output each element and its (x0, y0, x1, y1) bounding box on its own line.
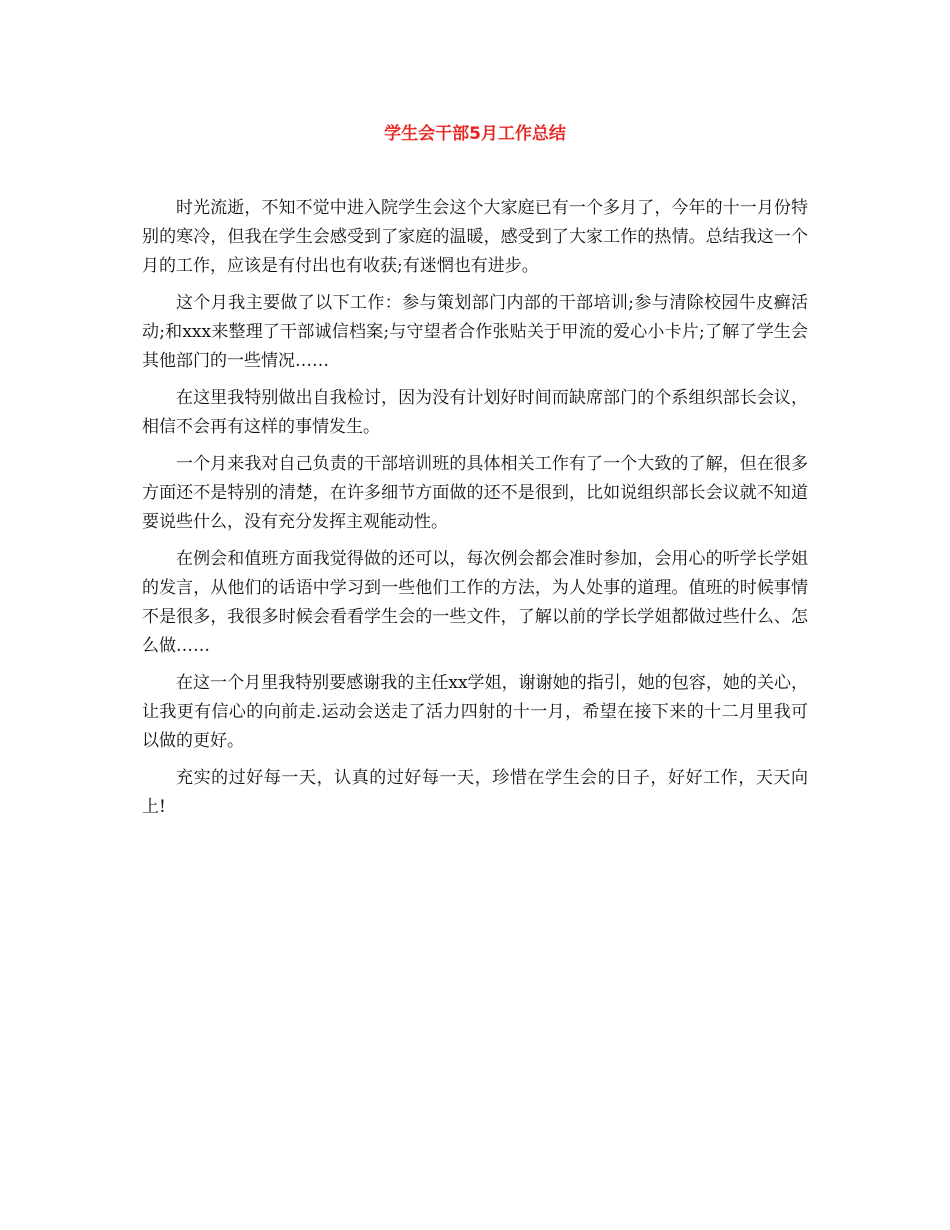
paragraph-3: 在这里我特别做出自我检讨，因为没有计划好时间而缺席部门的个系组织部长会议，相信不会再有这样的事情发生。 (142, 388, 808, 437)
document-title: 学生会干部5月工作总结 (384, 124, 566, 144)
document-body (142, 194, 808, 830)
paragraph-4: 一个月来我对自己负责的干部培训班的具体相关工作有了一个大致的了解，但在很多方面还不是特别的清楚，在许多细节方面做的还不是很到，比如说组织部长会议就不知道要说些什么，没有充分发挥主观能动性。 (142, 454, 808, 532)
paragraph-1: 时光流逝，不知不觉中进入院学生会这个大家庭已有一个多月了，今年的十一月份特别的寒冷，但我在学生会感受到了家庭的温暖，感受到了大家工作的热情。总结我这一个月的工作，应该是有付出也有收获;有迷惘也有进步。 (142, 198, 808, 276)
paragraph-6: 在这一个月里我特别要感谢我的主任xx学姐，谢谢她的指引，她的包容，她的关心，让我更有信心的向前走.运动会送走了活力四射的十一月，希望在接下来的十二月里我可以做的更好。 (142, 673, 808, 751)
paragraph-2: 这个月我主要做了以下工作：参与策划部门内部的干部培训;参与清除校园牛皮癣活动;和xxx来整理了干部诚信档案;与守望者合作张贴关于甲流的爱心小卡片;了解了学生会其他部门的一些情况…… (142, 293, 808, 371)
paragraph-5: 在例会和值班方面我觉得做的还可以，每次例会都会准时参加，会用心的听学长学姐的发言，从他们的话语中学习到一些他们工作的方法，为人处事的道理。值班的时候事情不是很多，我很多时候会看看学生会的一些文件，了解以前的学长学姐都做过些什么、怎么做…… (142, 549, 808, 656)
paragraph-7: 充实的过好每一天，认真的过好每一天，珍惜在学生会的日子，好好工作，天天向上! (142, 768, 808, 817)
